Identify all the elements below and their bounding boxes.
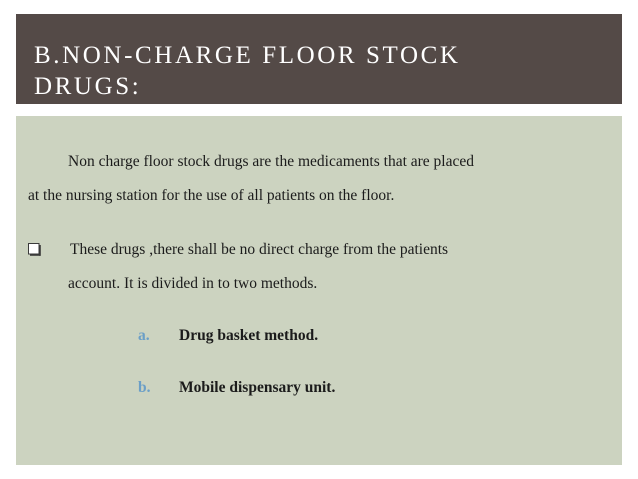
bullet-text-line-2: account. It is divided in to two methods. — [68, 275, 318, 292]
content-panel — [16, 116, 622, 465]
method-item-a: Drug basket method. — [179, 327, 319, 344]
method-item-b: Mobile dispensary unit. — [179, 379, 336, 396]
slide-title — [34, 40, 461, 102]
intro-text-line-1: Non charge floor stock drugs are the medicaments that are placed — [68, 153, 474, 170]
method-marker-a: a. — [138, 327, 150, 344]
slide-title-line-1: B.NON-CHARGE FLOOR STOCK — [34, 42, 461, 69]
method-marker-b: b. — [138, 379, 151, 396]
title-banner — [16, 14, 622, 104]
slide-title-line-2: DRUGS: — [34, 73, 142, 100]
intro-text-line-2: at the nursing station for the use of all patients on the floor. — [28, 187, 395, 204]
checkbox-square-icon — [28, 243, 41, 256]
bullet-text-line-1: These drugs ,there shall be no direct charge from the patients — [70, 241, 449, 258]
